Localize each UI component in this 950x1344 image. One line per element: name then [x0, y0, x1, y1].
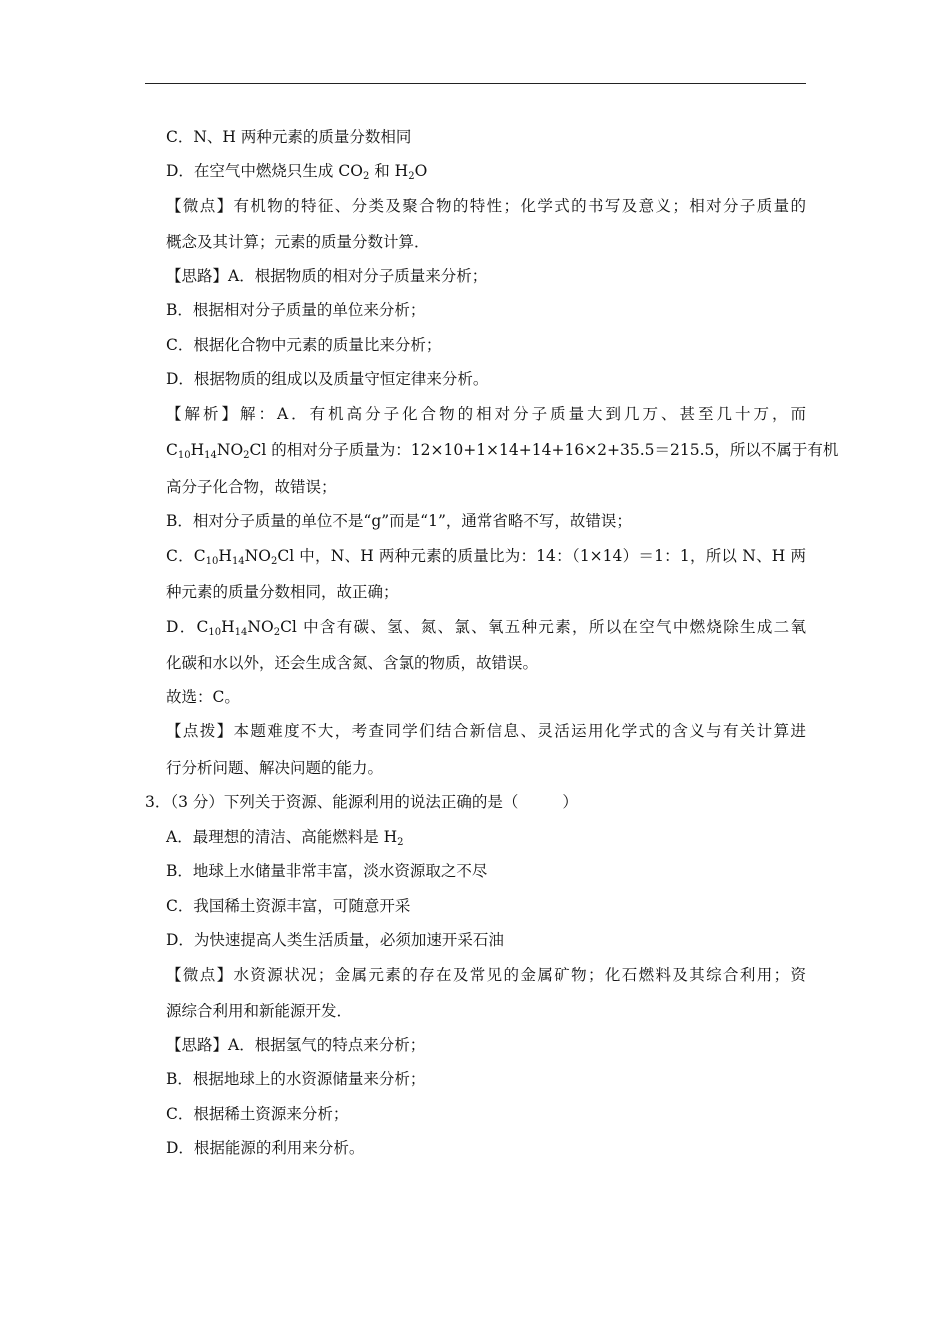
silu-b: B．根据相对分子质量的单位来分析；	[166, 301, 426, 319]
jiexi-line-3: 高分子化合物，故错误；	[166, 478, 337, 496]
jiexi-c-2: 种元素的质量分数相同，故正确；	[166, 583, 399, 601]
jiexi-d-2: 化碳和水以外，还会生成含氮、含氯的物质，故错误。	[166, 654, 539, 672]
answer: 故选：C。	[166, 688, 240, 706]
q3-option-d: D．为快速提高人类生活质量，必须加速开采石油	[166, 931, 504, 949]
q3-silu-a: 【思路】A．根据氢气的特点来分析；	[166, 1036, 426, 1054]
q3-weidian-1: 【微点】水资源状况；金属元素的存在及常见的金属矿物；化石燃料及其综合利用；资	[166, 966, 806, 984]
q3-silu-d: D．根据能源的利用来分析。	[166, 1139, 365, 1157]
q3-option-b: B．地球上水储量非常丰富，淡水资源取之不尽	[166, 862, 488, 880]
dianbo-line-2: 行分析问题、解决问题的能力。	[166, 759, 384, 777]
jiexi-b: B．相对分子质量的单位不是“g”而是“1”，通常省略不写，故错误；	[166, 512, 632, 530]
silu-a: 【思路】A．根据物质的相对分子质量来分析；	[166, 267, 488, 285]
weidian-line-1: 【微点】有机物的特征、分类及聚合物的特性；化学式的书写及意义；相对分子质量的	[166, 197, 806, 215]
option-d: D．在空气中燃烧只生成 $CO_2$ 和 $H_2O$	[166, 162, 428, 182]
jiexi-line-1: 【解析】解：A．有机高分子化合物的相对分子质量大到几万、甚至几十万，而	[166, 405, 806, 423]
dianbo-line-1: 【点拨】本题难度不大，考查同学们结合新信息、灵活运用化学式的含义与有关计算进	[166, 722, 806, 740]
option-c: C．N、H 两种元素的质量分数相同	[166, 128, 412, 146]
silu-c: C．根据化合物中元素的质量比来分析；	[166, 336, 442, 354]
jiexi-line-2: $C_{10}H_{14}NO_2Cl$ 的相对分子质量为：12×10+1×14+14+16×2+35.5＝215.5，所以不属于有机	[166, 441, 839, 461]
q3-option-c: C．我国稀土资源丰富，可随意开采	[166, 897, 411, 915]
q3-option-a: A．最理想的清洁、高能燃料是 $H_2$	[166, 828, 404, 848]
jiexi-d-1: D．$C_{10}H_{14}NO_2Cl$ 中含有碳、氢、氮、氯、氧五种元素，所以在空气中燃烧除生成二氧	[166, 618, 806, 638]
jiexi-c-1: C．$C_{10}H_{14}NO_2Cl$ 中，N、H 两种元素的质量比为：14：（1×14）＝1：1，所以 N、H 两	[166, 547, 806, 567]
question-3: 3．（3 分）下列关于资源、能源利用的说法正确的是（ ）	[145, 793, 578, 811]
q3-silu-b: B．根据地球上的水资源储量来分析；	[166, 1070, 426, 1088]
header-rule	[145, 83, 806, 84]
silu-d: D．根据物质的组成以及质量守恒定律来分析。	[166, 370, 489, 388]
weidian-line-2: 概念及其计算；元素的质量分数计算．	[166, 233, 430, 251]
q3-silu-c: C．根据稀土资源来分析；	[166, 1105, 349, 1123]
q3-weidian-2: 源综合利用和新能源开发．	[166, 1002, 353, 1020]
